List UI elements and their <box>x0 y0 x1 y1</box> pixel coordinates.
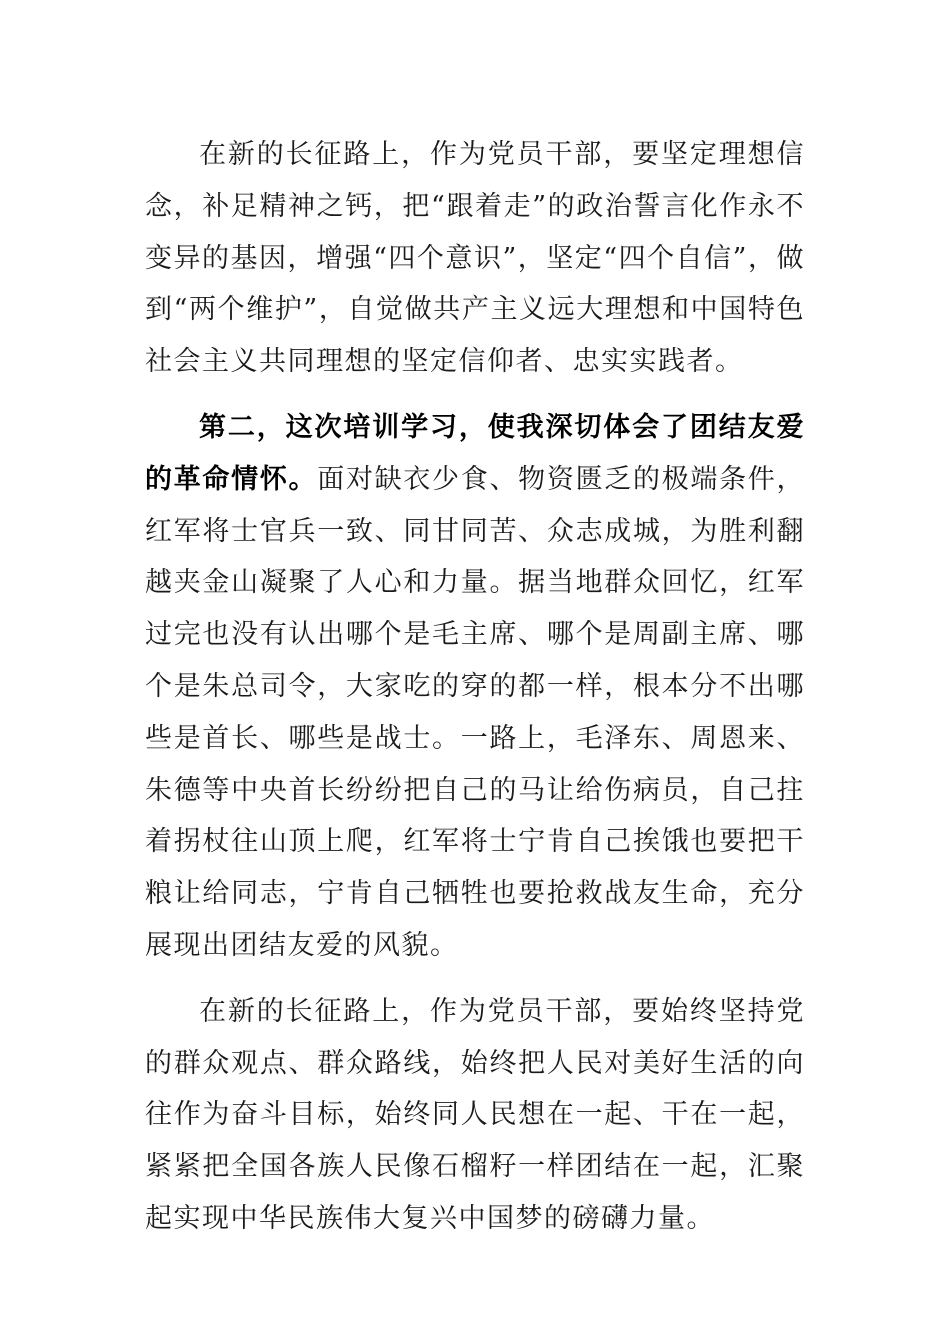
paragraph-2 <box>145 402 805 972</box>
paragraph-1-text: 在新的长征路上，作为党员干部，要坚定理想信念，补足精神之钙，把“跟着走”的政治誓言化作永不变异的基因，增强“四个意识”，坚定“四个自信”，做到“两个维护”，自觉做共产主义远大理想和中国特色社会主义共同理想的坚定信仰者、忠实实践者。 <box>145 139 805 378</box>
paragraph-2-text: 面对缺衣少食、物资匮乏的极端条件，红军将士官兵一致、同甘同苦、众志成城，为胜利翻越夹金山凝聚了人心和力量。据当地群众回忆，红军过完也没有认出哪个是毛主席、哪个是周副主席、哪个是朱总司令，大家吃的穿的都一样，根本分不出哪些是首长、哪些是战士。一路上，毛泽东、周恩来、朱德等中央首长纷纷把自己的马让给伤病员，自己拄着拐杖往山顶上爬，红军将士宁肯自己挨饿也要把干粮让给同志，宁肯自己牺牲也要抢救战友生命，充分展现出团结友爱的风貌。 <box>145 463 806 961</box>
paragraph-1 <box>145 129 805 388</box>
paragraph-3-text: 在新的长征路上，作为党员干部，要始终坚持党的群众观点、群众路线，始终把人民对美好生活的向往作为奋斗目标，始终同人民想在一起、干在一起，紧紧把全国各族人民像石榴籽一样团结在一起，汇聚起实现中华民族伟大复兴中国梦的磅礴力量。 <box>145 995 805 1234</box>
paragraph-3 <box>145 986 805 1245</box>
paragraph-2-lead: 第二，这次培训学习，使我深切体会了团结友爱的革命情怀。 <box>145 411 805 495</box>
document-body <box>145 129 805 1245</box>
